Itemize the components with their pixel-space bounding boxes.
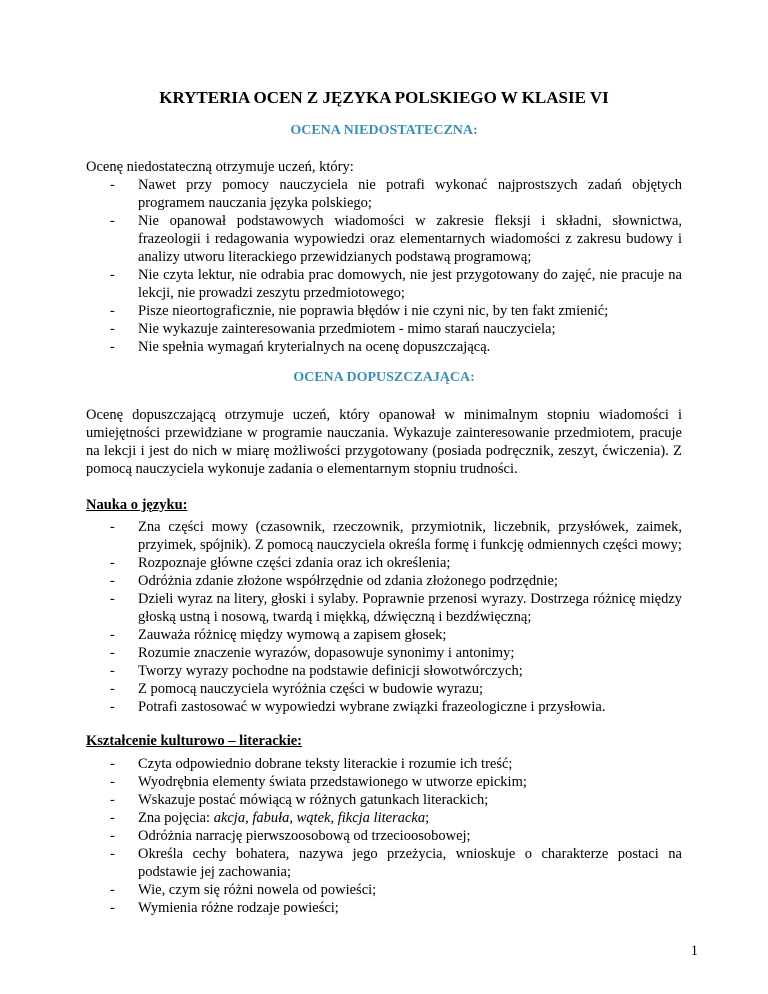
list-item: - Nie wykazuje zainteresowania przedmiotem - mimo starań nauczyciela;: [110, 321, 556, 337]
list-item: - Wie, czym się różni nowela od powieści;: [110, 882, 377, 898]
list-item: - Z pomocą nauczyciela wyróżnia części w budowie wyrazu;: [110, 681, 484, 697]
list-item: - Odróżnia narrację pierwszoosobową od trzecioosobowej;: [110, 828, 471, 844]
criteria-list-niedostateczna: [110, 176, 682, 356]
list-item: - Wyodrębnia elementy świata przedstawionego w utworze epickim;: [110, 774, 527, 790]
list-item: - Nie opanował podstawowych wiadomości w zakresie fleksji i składni, słownictwa, frazeologii i redagowania wypowiedzi oraz elementarnych wiadomości z zakresu budowy i analizy utworu literackiego przewidzianych podstawą programową;: [110, 213, 682, 265]
list-item: - Czyta odpowiednio dobrane teksty literackie i rozumie ich treść;: [110, 756, 513, 772]
list-item: - Rozumie znaczenie wyrazów, dopasowuje synonimy i antonimy;: [110, 645, 515, 661]
criteria-list-ksztalcenie-kulturowo-literackie: [110, 755, 682, 917]
list-item: - Zna pojęcia: akcja, fabuła, wątek, fikcja literacka;: [110, 810, 430, 826]
list-item: - Tworzy wyrazy pochodne na podstawie definicji słowotwórczych;: [110, 663, 523, 679]
section-heading-niedostateczna: OCENA NIEDOSTATECZNA:: [290, 123, 478, 138]
list-item: - Pisze nieortograficznie, nie poprawia błędów i nie czyni nic, by ten fakt zmienić;: [110, 303, 609, 319]
italic-terms: akcja, fabuła, wątek, fikcja literacka: [213, 810, 426, 826]
list-item: - Potrafi zastosować w wypowiedzi wybrane związki frazeologiczne i przysłowia.: [110, 699, 606, 715]
list-item: - Nie spełnia wymagań kryterialnych na ocenę dopuszczającą.: [110, 339, 491, 355]
list-item: - Wymienia różne rodzaje powieści;: [110, 900, 339, 916]
section-paragraph: Ocenę dopuszczającą otrzymuje uczeń, który opanował w minimalnym stopniu wiadomości i umiejętności przewidziane w programie nauczania. Wykazuje zainteresowanie przedmiotem, pracuje na lekcji i jest do nich w miarę możliwości przygotowany (posiada podręcznik, zeszyt, ćwiczenia). Z pomocą nauczyciela wykonuje zadania o elementarnym stopniu trudności.: [86, 407, 682, 477]
list-item: - Dzieli wyraz na litery, głoski i sylaby. Poprawnie przenosi wyrazy. Dostrzega różnicę między głoską ustną i nosową, twardą i miękką, dźwięczną i bezdźwięczną;: [110, 591, 682, 625]
page-number: 1: [690, 943, 698, 959]
section-intro: Ocenę niedostateczną otrzymuje uczeń, który:: [86, 159, 354, 175]
list-item: - Nawet przy pomocy nauczyciela nie potrafi wykonać najprostszych zadań objętych programem nauczania języka polskiego;: [110, 177, 682, 211]
list-item: - Wskazuje postać mówiącą w różnych gatunkach literackich;: [110, 792, 489, 808]
subsection-heading-ksztalcenie-kulturowo-literackie: Kształcenie kulturowo – literackie:: [86, 733, 302, 749]
list-item: - Zauważa różnicę między wymową a zapisem głosek;: [110, 627, 447, 643]
list-item: - Rozpoznaje główne części zdania oraz ich określenia;: [110, 555, 451, 571]
list-item: - Odróżnia zdanie złożone współrzędnie od zdania złożonego podrzędnie;: [110, 573, 558, 589]
list-item: - Zna części mowy (czasownik, rzeczownik, przymiotnik, liczebnik, przysłówek, zaimek, przyimek, spójnik). Z pomocą nauczyciela określa formę i funkcję odmiennych części mowy;: [110, 519, 682, 553]
subsection-heading-nauka-o-jezyku: Nauka o języku:: [86, 497, 188, 513]
section-heading-dopuszczajaca: OCENA DOPUSZCZAJĄCA:: [293, 370, 475, 385]
document-title: KRYTERIA OCEN Z JĘZYKA POLSKIEGO W KLASIE VI: [159, 88, 609, 107]
list-item: - Nie czyta lektur, nie odrabia prac domowych, nie jest przygotowany do zajęć, nie pracuje na lekcji, nie prowadzi zeszytu przedmiotowego;: [110, 267, 682, 301]
criteria-list-nauka-o-jezyku: [110, 518, 682, 716]
list-item: - Określa cechy bohatera, nazywa jego przeżycia, wnioskuje o charakterze postaci na podstawie jej zachowania;: [110, 846, 682, 880]
